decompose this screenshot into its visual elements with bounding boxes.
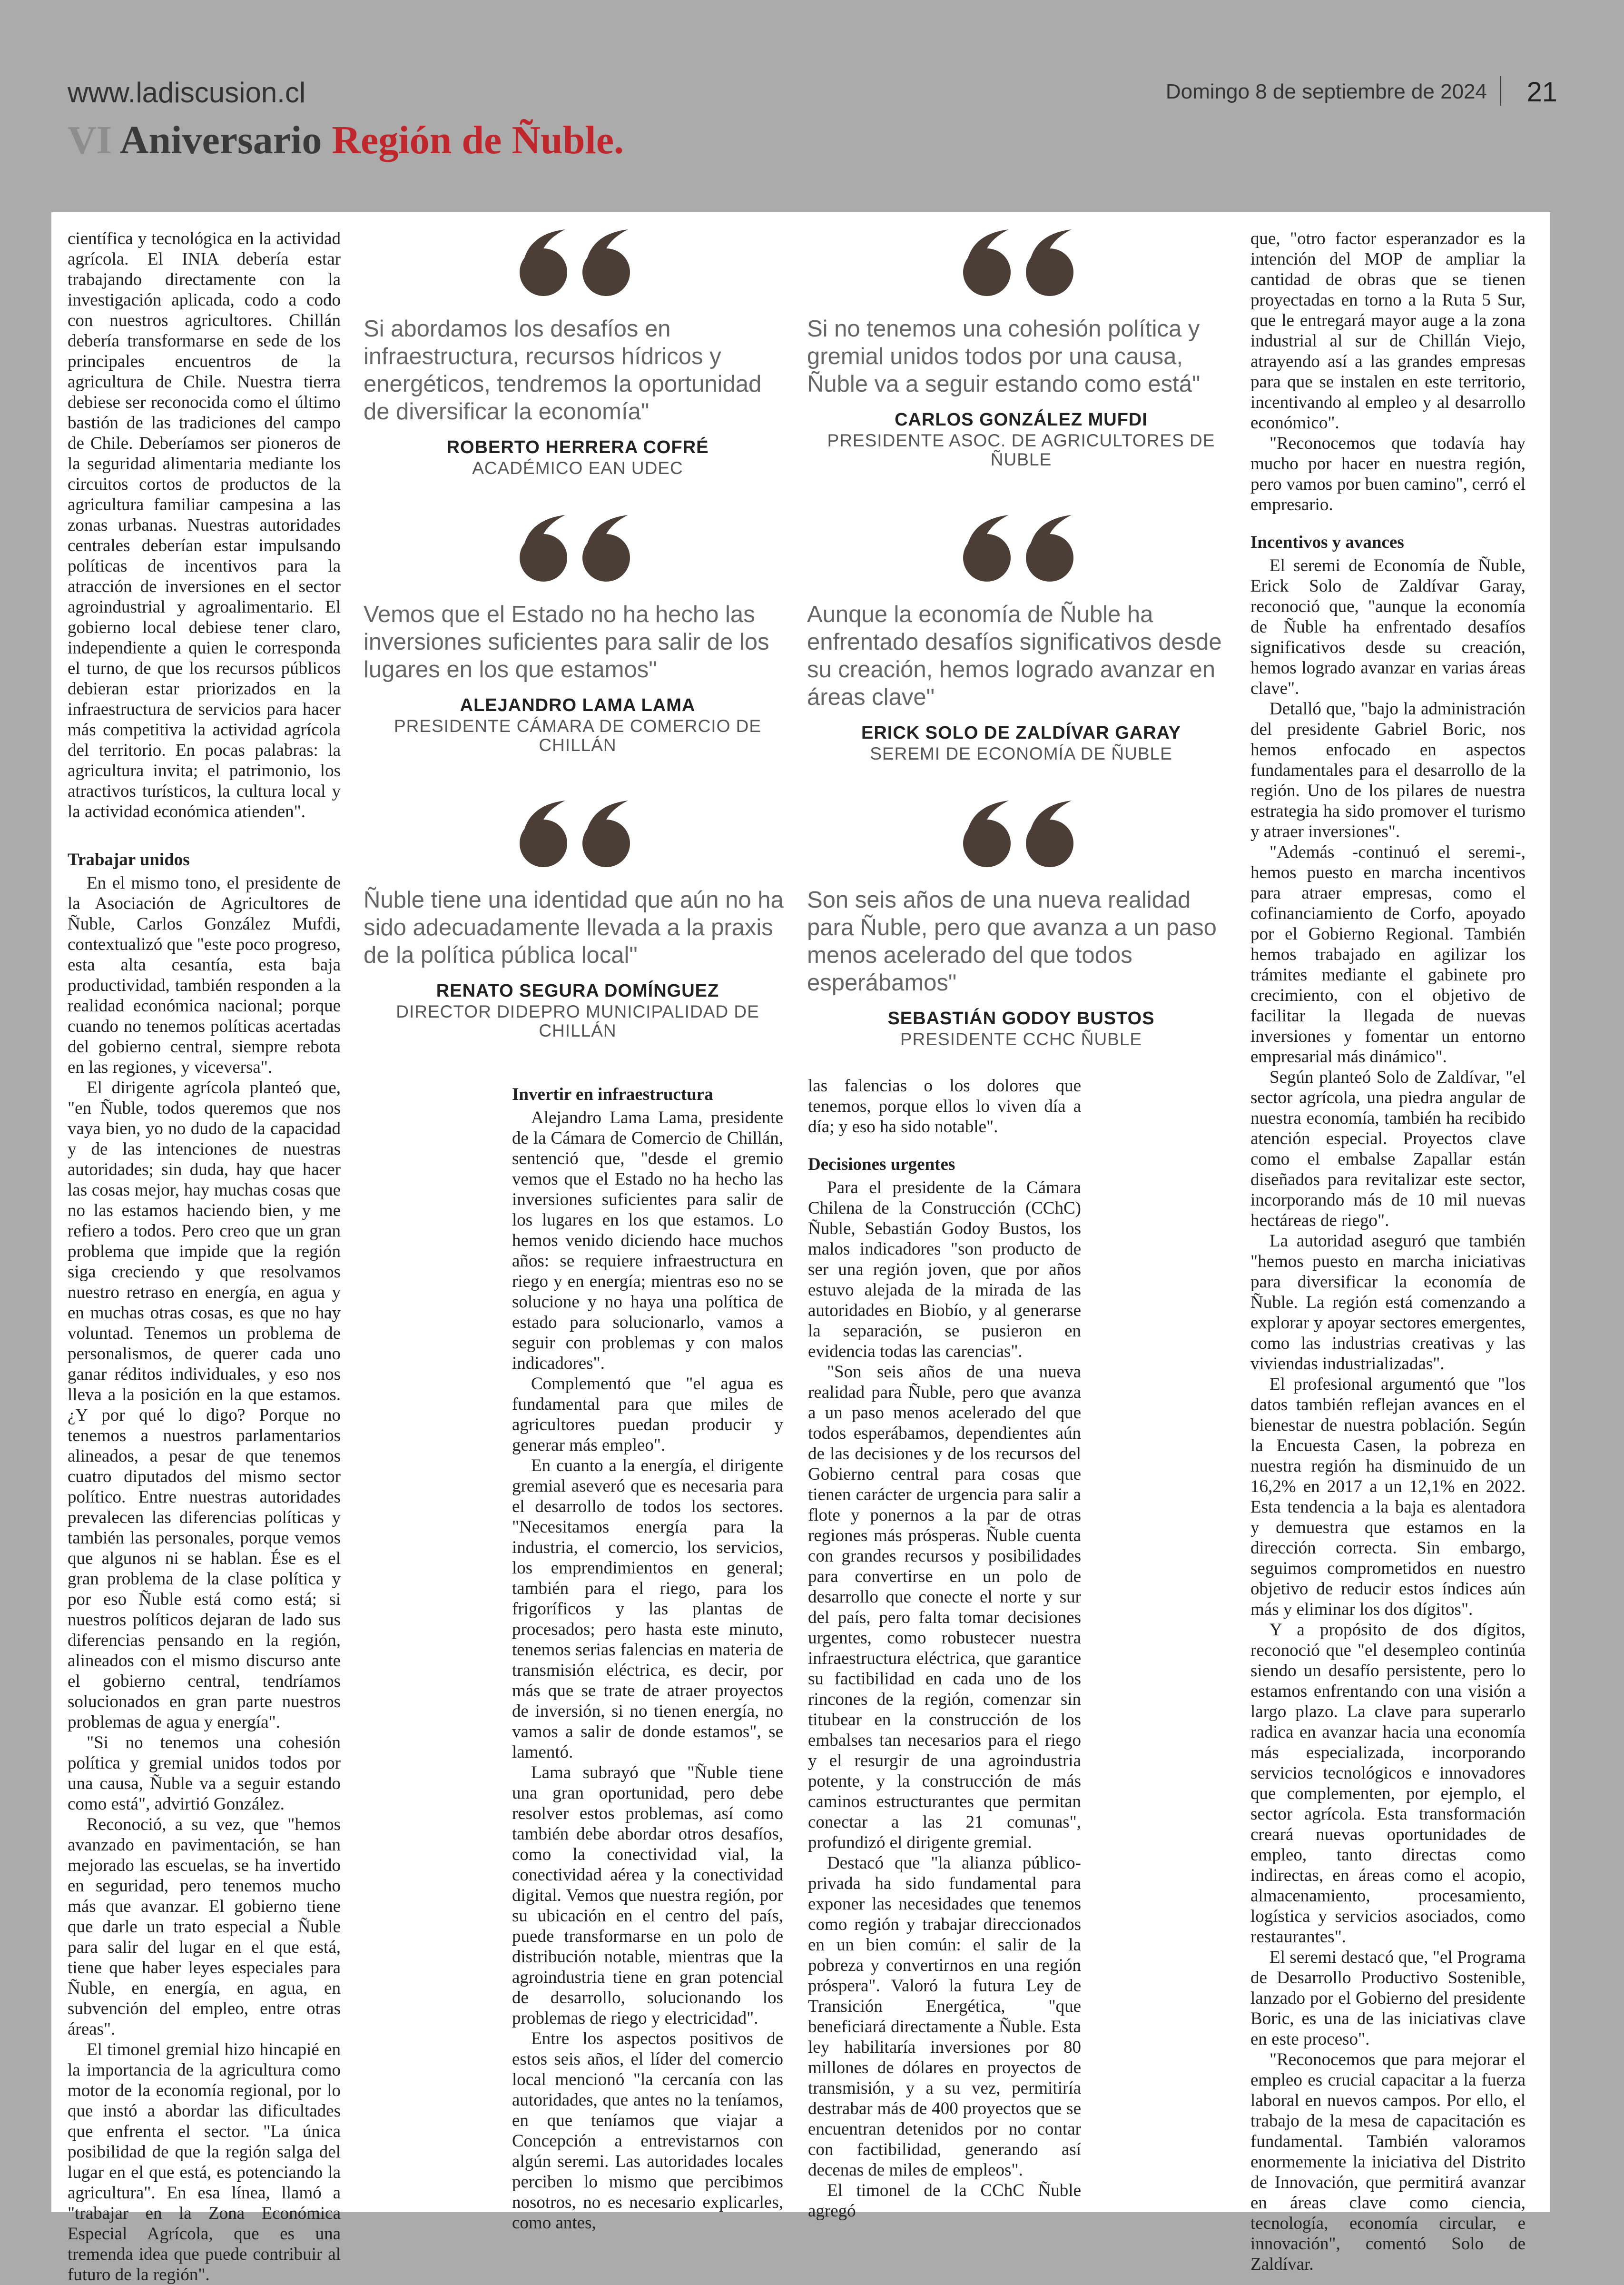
site-url[interactable]: www.ladiscusion.cl [68, 77, 306, 109]
section-accent: Región de Ñuble [332, 118, 614, 162]
paragraph: "Reconocemos que todavía hay mucho por hacer en nuestra región, pero vamos por buen camino", cerró el empresario. [1250, 434, 1526, 514]
quote-author-role: PRESIDENTE ASOC. DE AGRICULTORES DE ÑUBLE [827, 431, 1215, 469]
paragraph: Detalló que, "bajo la administración del presidente Gabriel Boric, nos hemos enfocado en aspectos fundamentales para el desarrollo de la región. Uno de los pilares de nuestra estrategia ha sido promover el turismo y atraer inversiones". [1250, 699, 1526, 841]
quote-block [807, 227, 1235, 469]
paragraph: La autoridad aseguró que también "hemos puesto en marcha iniciativas para diversificar la economía de Ñuble. La región está comenzando a explorar y apoyar sectores emergentes, como las industrias creativas y las viviendas industrializadas". [1250, 1231, 1526, 1374]
paragraph: "Si no tenemos una cohesión política y gremial unidos todos por una causa, Ñuble va a seguir estando como está", advirtió González. [68, 1733, 341, 1814]
quote-author: ALEJANDRO LAMA LAMA [460, 695, 696, 715]
paragraph: "Son seis años de una nueva realidad para Ñuble, pero que avanza a un paso menos acelerado del que todos esperábamos, dependientes aún de las decisiones y de los recursos del Gobierno central para cosas que tienen carácter de urgencia para salir a flote y ponernos a la par de otras regiones más prósperas. Ñuble cuenta con grandes recursos y posibilidades para convertirse en un polo de desarrollo que conecte el norte y sur del país, pero falta tomar decisiones urgentes, como robustecer nuestra infraestructura eléctrica, que garantice su factibilidad en cada uno de los rincones de la región, comenzar sin titubear en la construcción de los embalses tan necesarios para el riego y el resurgir de una agroindustria potente, y la construcción de más caminos estructurantes que permitan conectar a las 21 comunas", profundizó el dirigente gremial. [808, 1362, 1081, 1852]
quote-author: SEBASTIÁN GODOY BUSTOS [887, 1009, 1155, 1029]
paragraph: científica y tecnológica en la actividad agrícola. El INIA debería estar trabajando directamente con la investigación aplicada, codo a codo con nuestros agricultores. Chillán debería transformarse en sede de los principales encuentros de la agricultura de Chile. Nuestra tierra debiese ser reconocida como el último bastión de las tradiciones del campo de Chile. Deberíamos ser pioneros de la seguridad alimentaria mediante los circuitos cortos de productos de la agricultura familiar campesina a las zonas urbanas. Nuestras autoridades centrales deberían estar impulsando políticas de incentivos para la atracción de inversiones en el sector agroindustrial y agroalimentario. El gobierno local debiese tener claro, independiente a quien le corresponda el turno, de que los recursos públicos debieran estar priorizados en la infraestructura de servicios para hacer más competitiva la actividad agrícola del territorio. En pocas palabras: la agricultura invita; el patrimonio, los atractivos turísticos, la cultura local y la actividad económica atienden". [68, 229, 341, 821]
quote-author: ROBERTO HERRERA COFRÉ [446, 437, 709, 457]
header-divider [1500, 76, 1501, 106]
quotation-mark-icon [959, 227, 1083, 298]
paragraph: Alejandro Lama Lama, presidente de la Cámara de Comercio de Chillán, sentenció que, "desde el gremio vemos que el Estado no ha hecho las inversiones suficientes para salir de los lugares en los que estamos. Lo hemos venido diciendo hace muchos años: se requiere infraestructura en riego y en energía; mientras eso no se solucione y no haya una política de estado para solucionarlo, vamos a seguir con problemas y con malos indicadores". [512, 1108, 783, 1373]
quote-author-role: PRESIDENTE CÁMARA DE COMERCIO DE CHILLÁN [394, 716, 762, 755]
quote-author-role: DIRECTOR DIDEPRO MUNICIPALIDAD DE CHILLÁN [396, 1002, 759, 1040]
quotation-mark-icon [516, 798, 640, 869]
quote-author-role: PRESIDENTE CCHC ÑUBLE [900, 1029, 1142, 1049]
paragraph: que, "otro factor esperanzador es la intención del MOP de ampliar la cantidad de obras que se tienen proyectadas en torno a la Ruta 5 Sur, que le entregará mayor auge a la zona industrial al sur de Chillán Viejo, atrayendo así a las grandes empresas para que se instalen en este territorio, incentivando al empleo y al desarrollo económico". [1250, 229, 1526, 433]
paragraph: En el mismo tono, el presidente de la Asociación de Agricultores de Ñuble, Carlos González Mufdi, contextualizó que "este poco progreso, esta alta cesantía, esta baja productividad, también responden a la realidad económica nacional; porque cuando no tenemos políticas acertadas del gobierno central, siempre rebota en las regiones, y viceversa". [68, 873, 341, 1077]
paragraph: En cuanto a la energía, el dirigente gremial aseveró que es necesaria para el desarrollo de todos los sectores. "Necesitamos energía para la industria, el comercio, los servicios, los emprendimientos en general; también para el riego, para los frigoríficos y las plantas de procesados; pero hasta este minuto, tenemos serias falencias en materia de transmisión eléctrica, es decir, por más que se trate de atraer proyectos de inversión, si no tienen energía, no vamos a salir de donde estamos", se lamentó. [512, 1456, 783, 1762]
quote-text: Si abordamos los desafíos en infraestructura, recursos hídricos y energéticos, tendremos la oportunidad de diversificar la economía" [364, 316, 762, 425]
quote-author-role: SEREMI DE ECONOMÍA DE ÑUBLE [870, 744, 1172, 763]
quote-block [807, 798, 1235, 1049]
paragraph: Y a propósito de dos dígitos, reconoció que "el desempleo continúa siendo un desafío persistente, pero lo estamos enfrentando con una visión a largo plazo. La clave para superarlo radica en avanzar hacia una economía más especializada, incorporando servicios tecnológicos e innovadores que complementen, por ejemplo, el sector agrícola. Esta transformación creará nuevas oportunidades de empleo, tanto directas como indirectas, en áreas como el acopio, almacenamiento, procesamiento, logística y servicios asociados, como restaurantes". [1250, 1620, 1526, 1947]
quote-author: CARLOS GONZÁLEZ MUFDI [895, 410, 1148, 430]
page-number: 21 [1526, 77, 1557, 108]
section-dot: . [614, 118, 624, 162]
paragraph: Complementó que "el agua es fundamental para que miles de agricultores puedan producir y generar más empleo". [512, 1374, 783, 1455]
subheading-decisiones-urgentes: Decisiones urgentes [808, 1155, 955, 1174]
quote-text: Ñuble tiene una identidad que aún no ha sido adecuadamente llevada a la praxis de la política pública local" [364, 887, 784, 968]
quote-text: Son seis años de una nueva realidad para Ñuble, pero que avanza a un paso menos acelerado del que todos esperábamos" [807, 887, 1217, 996]
quotation-mark-icon [959, 512, 1083, 584]
paragraph: El seremi destacó que, "el Programa de Desarrollo Productivo Sostenible, lanzado por el Gobierno del presidente Boric, es una de las iniciativas clave en este proceso". [1250, 1948, 1526, 2049]
quote-author-role: ACADÉMICO EAN UDEC [472, 458, 683, 478]
paragraph: El timonel gremial hizo hincapié en la importancia de la agricultura como motor de la economía regional, por lo que instó a abordar las dificultades que enfrenta el sector. "La única posibilidad de que la región salga del lugar en el que está, es potenciando la agricultura". En esa línea, llamó a "trabajar en la Zona Económica Especial Agrícola, que es una tremenda idea que puede contribuir al futuro de la región". [68, 2040, 341, 2285]
section-prefix: VI [68, 118, 112, 162]
quote-text: Aunque la economía de Ñuble ha enfrentado desafíos significativos desde su creación, hemos logrado avanzar en áreas clave" [807, 602, 1222, 710]
quote-author: RENATO SEGURA DOMÍNGUEZ [436, 981, 719, 1001]
article-column-4 [1250, 228, 1526, 2275]
paragraph: El dirigente agrícola planteó que, "en Ñuble, todos queremos que nos vaya bien, yo no dudo de la capacidad y de las intenciones de nuestras autoridades; sin duda, hay que hacer las cosas mejor, hay muchas cosas que no las estamos haciendo bien, y me refiero a todos. Pero creo que un gran problema que impide que la región siga creciendo y que resolvamos nuestro retraso en energía, en agua y en muchas otras cosas, es que no hay voluntad. Tenemos un problema de personalismos, de querer cada uno ganar réditos individuales, y eso nos lleva a la posición en la que estamos. ¿Y por qué lo digo? Porque no tenemos a nuestros parlamentarios alineados, a pesar de que tenemos cuatro diputados del mismo sector político. Entre nuestras autoridades prevalecen las diferencias políticas y también las personales, porque vemos que algunos ni se hablan. Ése es el gran problema de la clase política y por eso Ñuble está como está; si nuestros políticos dejaran de lado sus diferencias pensando en la región, alineados con el mismo discurso ante el gobierno central, tendríamos solucionados en gran parte nuestros problemas de agua y energía". [68, 1078, 341, 1732]
quote-text: Si no tenemos una cohesión política y gremial unidos todos por una causa, Ñuble va a seguir estando como está" [807, 316, 1201, 397]
quote-block [364, 512, 792, 755]
quotation-mark-icon [516, 227, 640, 298]
section-main: Aniversario [119, 118, 322, 162]
paragraph: El seremi de Economía de Ñuble, Erick Solo de Zaldívar Garay, reconoció que, "aunque la economía de Ñuble ha enfrentado desafíos significativos desde su creación, hemos logrado avanzar en varias áreas clave". [1250, 556, 1526, 698]
quote-block [364, 227, 792, 478]
section-title [68, 117, 624, 163]
article-column-2 [512, 1084, 783, 2233]
paragraph: Según planteó Solo de Zaldívar, "el sector agrícola, una piedra angular de nuestra economía, también ha recibido atención especial. Proyectos clave como el embalse Zapallar están diseñados para revitalizar este sector, incorporando más de 10 mil nuevas hectáreas de riego". [1250, 1068, 1526, 1230]
paragraph: "Además -continuó el seremi-, hemos puesto en marcha incentivos para atraer empresas, como el cofinanciamiento de Corfo, apoyado por el Gobierno Regional. También hemos trabajado en agilizar los trámites mediante el gabinete pro crecimiento, con el objetivo de facilitar la llegada de nuevas inversiones y fomentar un entorno empresarial más dinámico". [1250, 842, 1526, 1067]
quotation-mark-icon [516, 512, 640, 584]
issue-date: Domingo 8 de septiembre de 2024 [1165, 80, 1487, 103]
paragraph: Lama subrayó que "Ñuble tiene una gran oportunidad, pero debe resolver estos problemas, así como también debe abordar otros desafíos, como la conectividad vial, la conectividad aérea y la conectividad digital. Vemos que nuestra región, por su ubicación en el centro del país, puede transformarse en un polo de distribución notable, mientras que la agroindustria tiene en gran potencial de desarrollo, solucionando los problemas de riego y electricidad". [512, 1763, 783, 2028]
paragraph: "Reconocemos que para mejorar el empleo es crucial capacitar a la fuerza laboral en nuevos campos. Por ello, el trabajo de la mesa de capacitación es fundamental. También valoramos enormemente la iniciativa del Distrito de Innovación, que permitirá avanzar en áreas clave como ciencia, tecnología, economía circular, e innovación", comentó Solo de Zaldívar. [1250, 2050, 1526, 2274]
article-column-1 [68, 228, 341, 2285]
paragraph: Destacó que "la alianza público-privada ha sido fundamental para exponer las necesidades que tenemos como región y trabajar direccionados en un bien común: el salir de la pobreza y convertirnos en una región próspera". Valoró la futura Ley de Transición Energética, "que beneficiará directamente a Ñuble. Esta ley habilitaría inversiones por 80 millones de dólares en proyectos de transmisión, y a su vez, permitiría destrabar más de 400 proyectos que se encuentran detenidos por no contar con factibilidad, generando así decenas de miles de empleos". [808, 1853, 1081, 2180]
quote-text: Vemos que el Estado no ha hecho las inversiones suficientes para salir de los lugares en los que estamos" [364, 602, 769, 683]
paragraph: Reconoció, a su vez, que "hemos avanzado en pavimentación, se han mejorado las escuelas, se ha invertido en seguridad, pero tenemos mucho más que avanzar. El gobierno tiene que darle un trato especial a Ñuble para salir del lugar en el que está, tiene que haber leyes especiales para Ñuble, en energía, en agua, en subvención del empleo, entre otras áreas". [68, 1815, 341, 2039]
paragraph: Para el presidente de la Cámara Chilena de la Construcción (CChC) Ñuble, Sebastián Godoy Bustos, los malos indicadores "son producto de ser una región joven, que por años estuvo alejada de la mirada de las autoridades en Biobío, y al generarse la separación, se pusieron en evidencia todas las carencias". [808, 1178, 1081, 1361]
quote-block [364, 798, 792, 1040]
subheading-trabajar-unidos: Trabajar unidos [68, 850, 190, 870]
quote-block [807, 512, 1235, 763]
subheading-invertir-en-infraestructura: Invertir en infraestructura [512, 1085, 713, 1104]
paragraph: las falencias o los dolores que tenemos, porque ellos lo viven día a día; y eso ha sido notable". [808, 1076, 1081, 1137]
quote-author: ERICK SOLO DE ZALDÍVAR GARAY [861, 723, 1181, 743]
paragraph: El profesional argumentó que "los datos también reflejan avances en el bienestar de nuestra población. Según la Encuesta Casen, la pobreza en nuestra región ha disminuido de un 16,2% en 2017 a un 12,1% en 2022. Esta tendencia a la baja es alentadora y demuestra que estamos en la dirección correcta. Sin embargo, seguimos comprometidos en nuestro objetivo de reducir estos índices aún más y eliminar los dos dígitos". [1250, 1375, 1526, 1619]
quotation-mark-icon [959, 798, 1083, 869]
subheading-incentivos-y-avances: Incentivos y avances [1250, 533, 1404, 552]
paragraph: El timonel de la CChC Ñuble agregó [808, 2181, 1081, 2221]
paragraph: Entre los aspectos positivos de estos seis años, el líder del comercio local mencionó "la cercanía con las autoridades, que antes no la teníamos, en que teníamos que viajar a Concepción a entrevistarnos con algún seremi. Las autoridades locales perciben lo mismo que percibimos nosotros, no es necesario explicarles, como antes, [512, 2029, 783, 2233]
article-column-3 [808, 1076, 1081, 2221]
